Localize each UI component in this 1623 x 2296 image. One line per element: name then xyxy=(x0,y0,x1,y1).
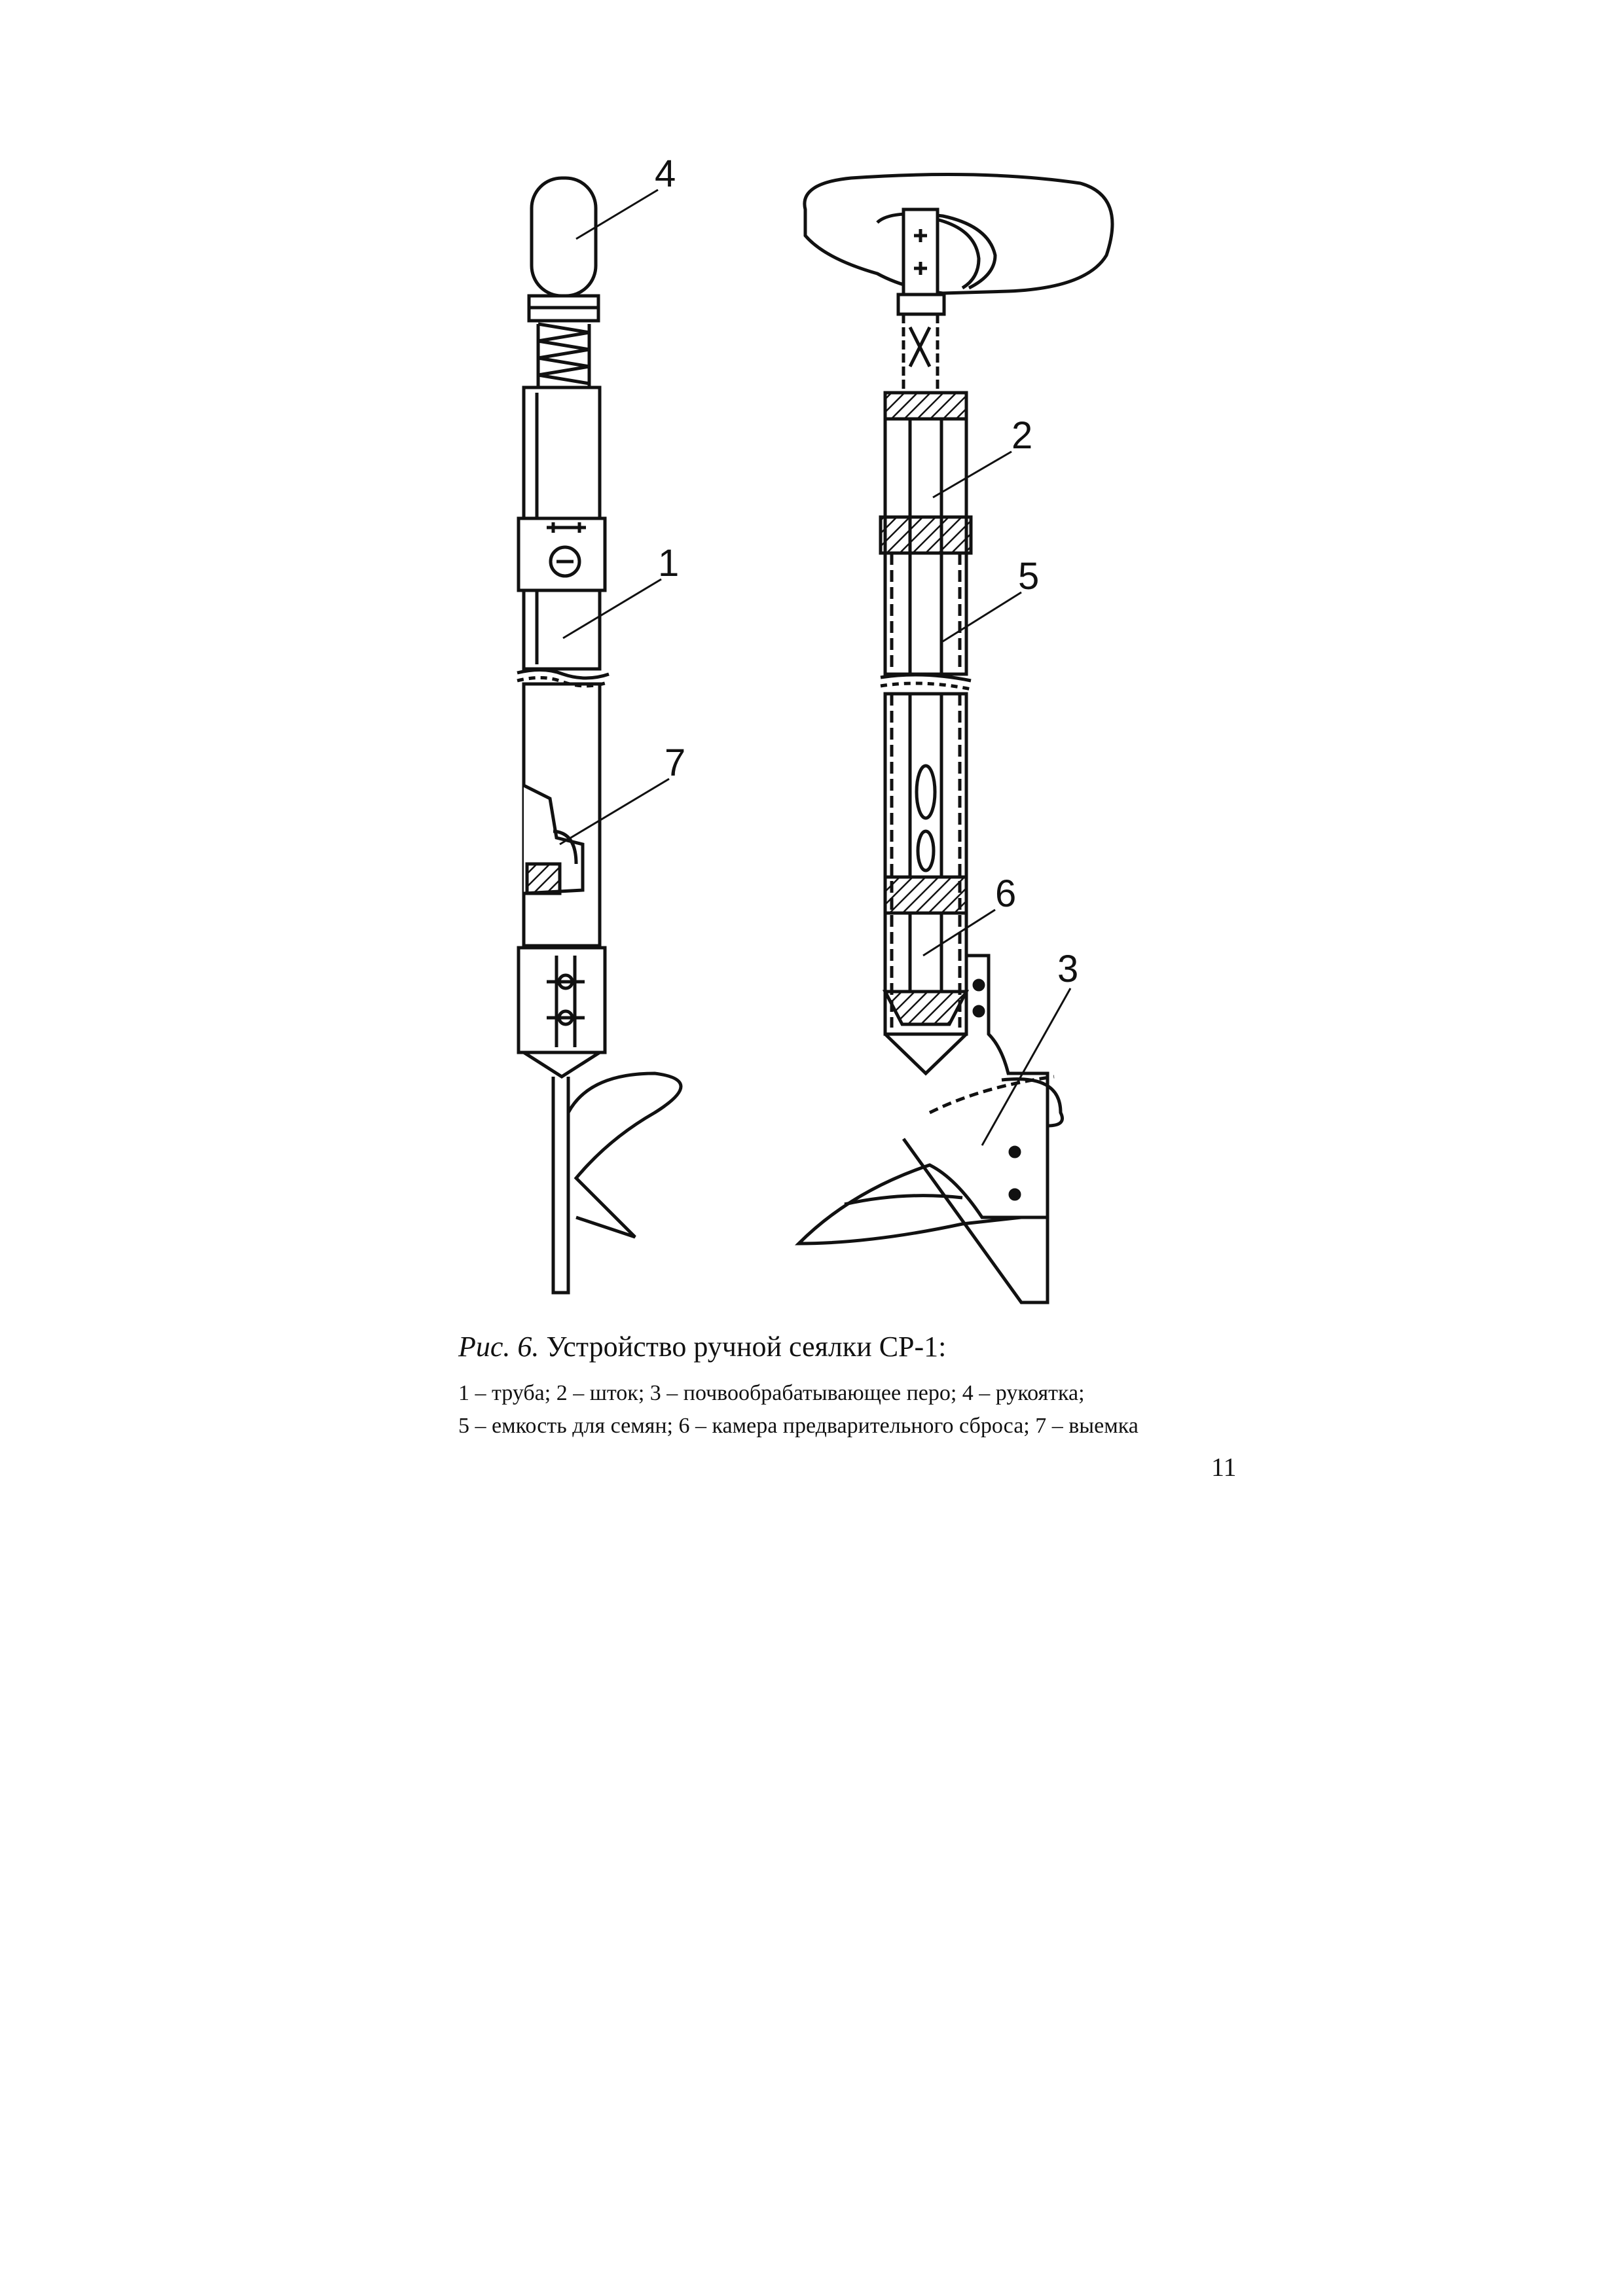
pre-drop-chamber xyxy=(910,913,941,992)
callout-7: 7 xyxy=(665,742,686,784)
callout-3: 3 xyxy=(1057,948,1079,990)
leader-lines xyxy=(560,190,1070,1145)
caption-title-text: Устройство ручной сеялки СР-1: xyxy=(546,1331,947,1363)
callout-5: 5 xyxy=(1018,555,1040,598)
callout-1: 1 xyxy=(658,542,680,584)
handle-knob xyxy=(532,178,596,296)
blade-side xyxy=(568,1073,681,1237)
caption-title xyxy=(458,1329,1309,1365)
figure-reference: Рис. 6. xyxy=(458,1331,539,1363)
t-handle xyxy=(805,175,1112,293)
seeder-exterior-view xyxy=(517,178,681,1293)
figure-caption xyxy=(458,1329,1309,1443)
callout-2: 2 xyxy=(1012,414,1033,457)
callout-6: 6 xyxy=(995,872,1017,915)
page-number: 11 xyxy=(1211,1452,1237,1482)
legend-line: 5 – емкость для семян; 6 – камера предварительного сброса; 7 – выемка xyxy=(458,1414,1139,1438)
caption-legend xyxy=(458,1377,1309,1443)
spring xyxy=(538,324,589,386)
legend-line: 1 – труба; 2 – шток; 3 – почвообрабатывающее перо; 4 – рукоятка; xyxy=(458,1381,1085,1405)
seeder-section-view xyxy=(799,175,1112,1302)
callout-4: 4 xyxy=(655,152,676,195)
